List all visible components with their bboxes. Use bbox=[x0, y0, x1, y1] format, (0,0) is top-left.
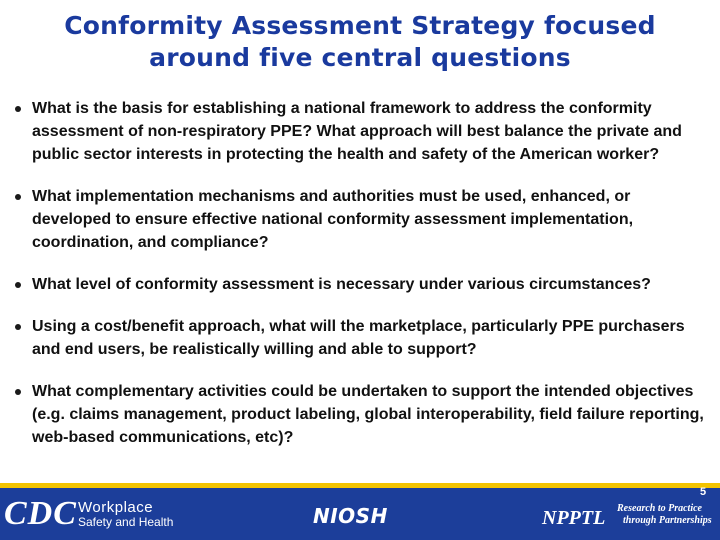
npptl-tagline bbox=[617, 503, 712, 527]
cdc-logo: CDC bbox=[4, 495, 77, 532]
bullet-text: What level of conformity assessment is necessary under various circumstances? bbox=[32, 276, 651, 293]
bullet-dot-icon bbox=[15, 282, 21, 288]
title-line-1: Conformity Assessment Strategy focused bbox=[64, 11, 656, 40]
niosh-logo: NIOSH bbox=[313, 504, 388, 528]
bullet-item bbox=[12, 273, 712, 296]
npptl-logo: NPPTL bbox=[542, 507, 606, 529]
workplace-safety-label bbox=[78, 500, 173, 530]
page-number: 5 bbox=[700, 486, 707, 498]
bullet-text: What is the basis for establishing a national framework to address the conformity assessment of non-respiratory PPE? What approach will best balance the private and public sector interests in protecting the health and safety of the American worker? bbox=[32, 100, 682, 163]
bullet-text: What implementation mechanisms and authorities must be used, enhanced, or developed to ensure effective national conformity assessment implementation, coordination, and compliance? bbox=[32, 188, 634, 251]
tagline-line-1: Research to Practice bbox=[617, 503, 702, 514]
workplace-line-1: Workplace bbox=[78, 499, 154, 516]
bullet-item bbox=[12, 315, 712, 361]
tagline-line-2: through Partnerships bbox=[623, 515, 712, 526]
bullet-dot-icon bbox=[15, 194, 21, 200]
bullet-list bbox=[12, 97, 712, 468]
bullet-dot-icon bbox=[15, 324, 21, 330]
bullet-item bbox=[12, 380, 712, 449]
workplace-line-2: Safety and Health bbox=[78, 515, 174, 529]
bullet-item bbox=[12, 97, 712, 166]
bullet-text: Using a cost/benefit approach, what will the marketplace, particularly PPE purchasers and end users, be realistically willing and able to support? bbox=[32, 318, 685, 358]
bullet-dot-icon bbox=[15, 106, 21, 112]
slide-title bbox=[10, 10, 710, 74]
bullet-text: What complementary activities could be undertaken to support the intended objectives (e.g. claims management, product labeling, global interoperability, field failure reporting, web-based communications, etc)? bbox=[32, 383, 704, 446]
title-line-2: around five central questions bbox=[149, 43, 571, 72]
bullet-item bbox=[12, 185, 712, 254]
bullet-dot-icon bbox=[15, 389, 21, 395]
